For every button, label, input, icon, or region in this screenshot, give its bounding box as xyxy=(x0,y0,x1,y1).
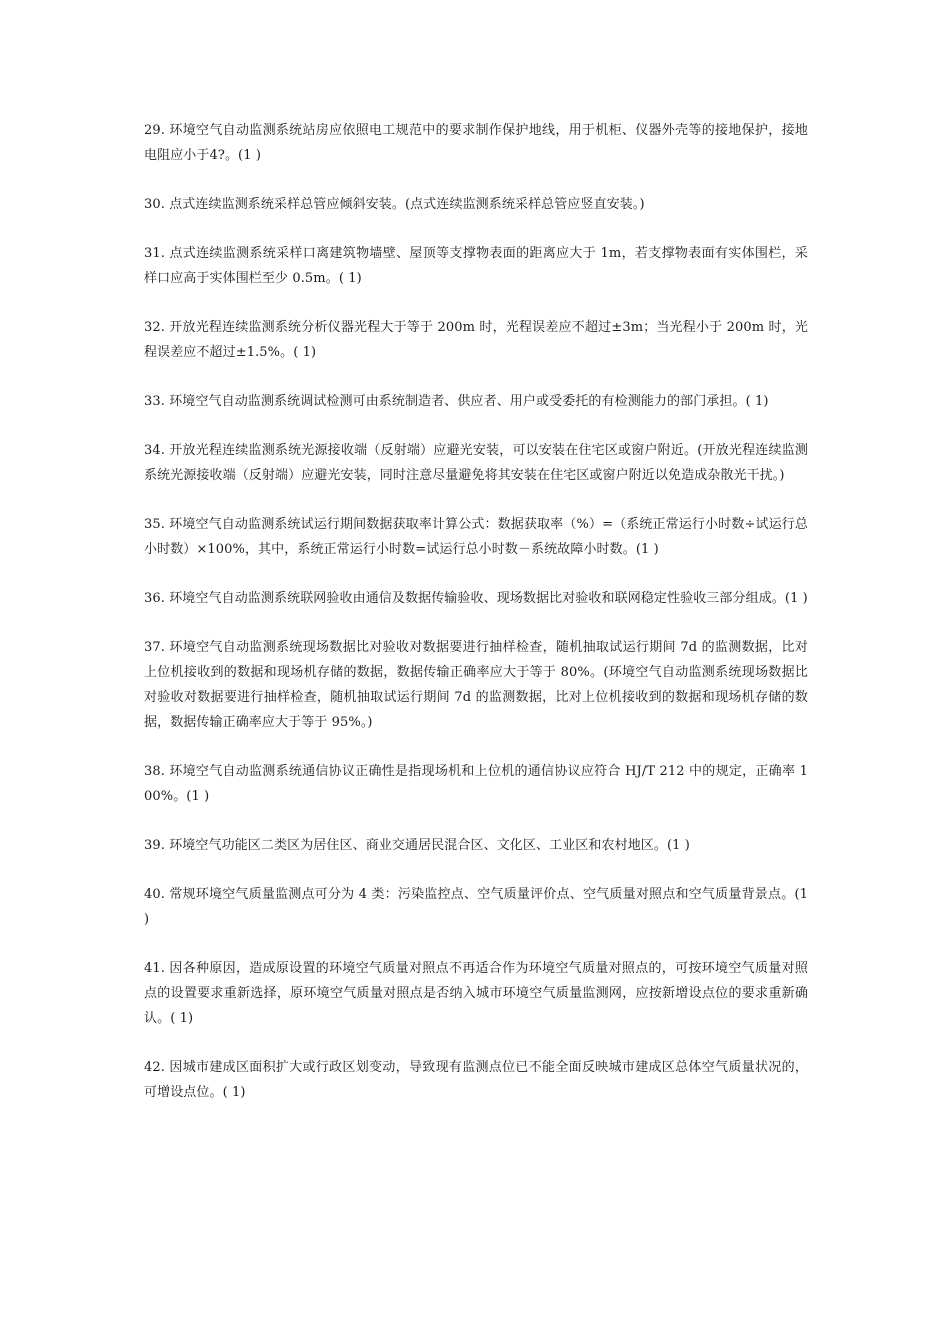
question-30: 30. 点式连续监测系统采样总管应倾斜安装。(点式连续监测系统采样总管应竖直安装。) xyxy=(144,197,645,212)
question-38: 38. 环境空气自动监测系统通信协议正确性是指现场机和上位机的通信协议应符合 HJ/T 212 中的规定，正确率 100%。(1 ) xyxy=(144,764,808,804)
question-40: 40. 常规环境空气质量监测点可分为 4 类：污染监控点、空气质量评价点、空气质量对照点和空气质量背景点。(1 ) xyxy=(144,887,808,927)
question-33: 33. 环境空气自动监测系统调试检测可由系统制造者、供应者、用户或受委托的有检测能力的部门承担。( 1) xyxy=(144,394,769,409)
question-41: 41. 因各种原因，造成原设置的环境空气质量对照点不再适合作为环境空气质量对照点的，可按环境空气质量对照点的设置要求重新选择，原环境空气质量对照点是否纳入城市环境空气质量监测网，应按新增设点位的要求重新确认。( 1) xyxy=(144,961,808,1026)
question-29: 29. 环境空气自动监测系统站房应依照电工规范中的要求制作保护地线，用于机柜、仪器外壳等的接地保护，接地电阻应小于4?。(1 ) xyxy=(144,123,808,163)
document-body xyxy=(144,118,808,1129)
question-32: 32. 开放光程连续监测系统分析仪器光程大于等于 200m 时，光程误差应不超过±3m；当光程小于 200m 时，光程误差应不超过±1.5%。( 1) xyxy=(144,320,808,360)
question-34: 34. 开放光程连续监测系统光源接收端（反射端）应避光安装，可以安装在住宅区或窗户附近。(开放光程连续监测系统光源接收端（反射端）应避光安装，同时注意尽量避免将其安装在住宅区或窗户附近以免造成杂散光干扰。) xyxy=(144,443,808,483)
question-36: 36. 环境空气自动监测系统联网验收由通信及数据传输验收、现场数据比对验收和联网稳定性验收三部分组成。(1 ) xyxy=(144,591,808,606)
question-31: 31. 点式连续监测系统采样口离建筑物墙壁、屋顶等支撑物表面的距离应大于 1m，若支撑物表面有实体围栏，采样口应高于实体围栏至少 0.5m。( 1) xyxy=(144,246,808,286)
question-35: 35. 环境空气自动监测系统试运行期间数据获取率计算公式：数据获取率（%）=（系统正常运行小时数÷试运行总小时数）×100%，其中，系统正常运行小时数=试运行总小时数－系统故障小时数。(1 ) xyxy=(144,517,808,557)
question-42: 42. 因城市建成区面积扩大或行政区划变动，导致现有监测点位已不能全面反映城市建成区总体空气质量状况的，可增设点位。( 1) xyxy=(144,1060,808,1100)
question-39: 39. 环境空气功能区二类区为居住区、商业交通居民混合区、文化区、工业区和农村地区。(1 ) xyxy=(144,838,690,853)
question-37: 37. 环境空气自动监测系统现场数据比对验收对数据要进行抽样检查，随机抽取试运行期间 7d 的监测数据，比对上位机接收到的数据和现场机存储的数据，数据传输正确率应大于等于 80%。(环境空气自动监测系统现场数据比对验收对数据要进行抽样检查，随机抽取试运行期间 7d 的监测数据，比对上位机接收到的数据和现场机存储的数据，数据传输正确率应大于等于 95%。) xyxy=(144,640,808,730)
